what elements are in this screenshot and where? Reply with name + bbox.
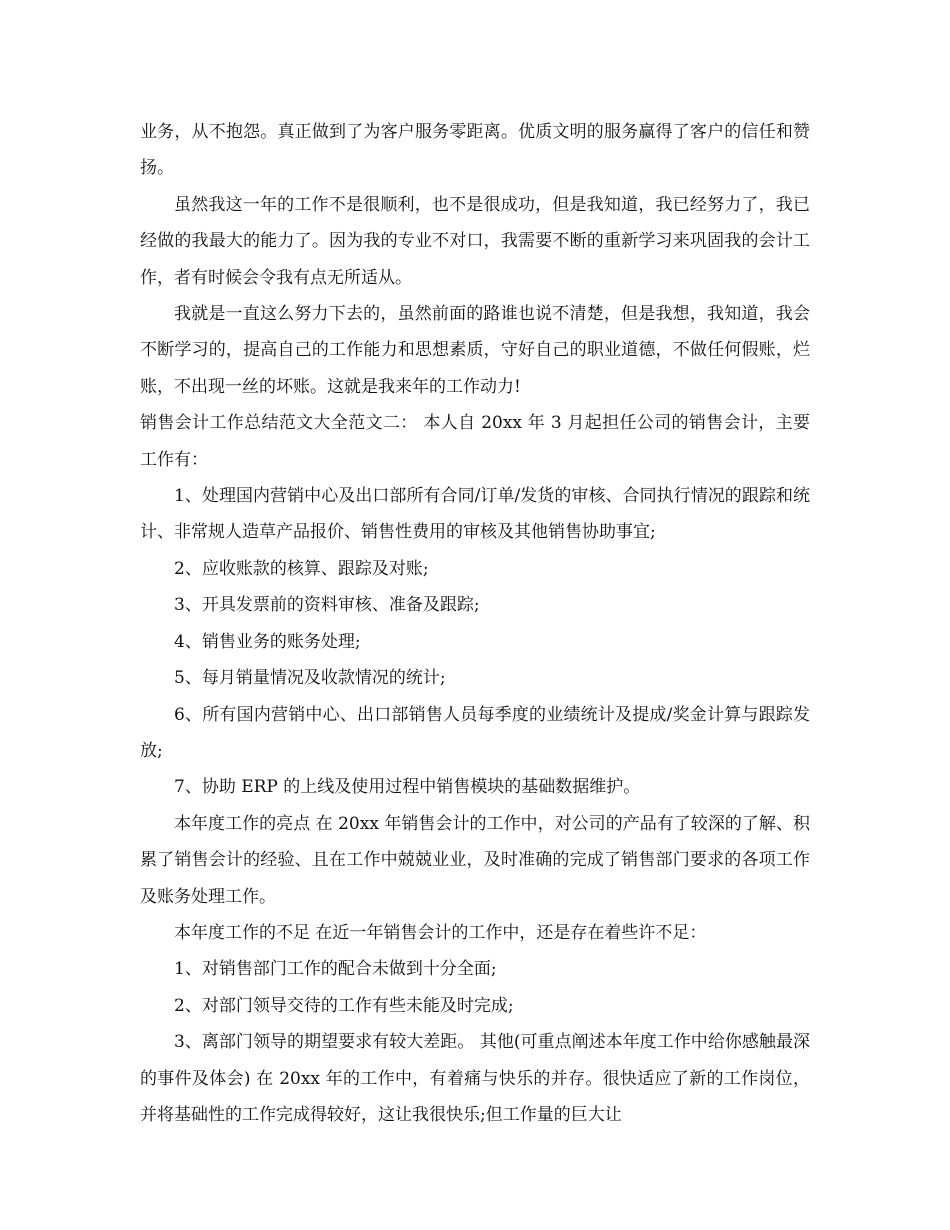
paragraph-year-reflection: 虽然我这一年的工作不是很顺利，也不是很成功，但是我知道，我已经努力了，我已经做的我最大的能力了。因为我的专业不对口，我需要不断的重新学习来巩固我的会计工作，者有时候会令我有点无所适从。 — [140, 194, 810, 288]
paragraph-future-effort: 我就是一直这么努力下去的，虽然前面的路谁也说不清楚，但是我想，我知道，我会不断学习的，提高自己的工作能力和思想素质，守好自己的职业道德，不做任何假账，烂账，不出现一丝的坏账。这就是我来年的工作动力! — [140, 304, 810, 397]
list-item-duty-7: 7、协助 ERP 的上线及使用过程中销售模块的基础数据维护。 — [174, 777, 641, 798]
list-item-duty-1: 1、处理国内营销中心及出口部所有合同/订单/发货的审核、合同执行情况的跟踪和统计、非常规人造草产品报价、销售性费用的审核及其他销售协助事宜; — [140, 486, 810, 543]
list-item-shortcoming-2: 2、对部门领导交待的工作有些未能及时完成; — [174, 995, 514, 1016]
list-item-duty-5: 5、每月销量情况及收款情况的统计; — [174, 668, 446, 689]
paragraph-continued-service: 业务，从不抱怨。真正做到了为客户服务零距离。优质文明的服务赢得了客户的信任和赞扬。 — [140, 122, 810, 179]
list-item-shortcoming-3-and-other: 3、离部门领导的期望要求有较大差距。 其他(可重点阐述本年度工作中给你感触最深的事件及体会) 在 20xx 年的工作中，有着痛与快乐的并存。很快适应了新的工作岗位，并将基础性的工作完成得较好，这让我很快乐;但工作量的巨大让 — [140, 1032, 810, 1125]
list-item-duty-6: 6、所有国内营销中心、出口部销售人员每季度的业绩统计及提成/奖金计算与跟踪发放; — [140, 704, 810, 761]
list-item-duty-2: 2、应收账款的核算、跟踪及对账; — [174, 558, 429, 579]
document-body — [140, 114, 810, 1133]
list-item-duty-3: 3、开具发票前的资料审核、准备及跟踪; — [174, 595, 480, 616]
list-item-shortcoming-1: 1、对销售部门工作的配合未做到十分全面; — [174, 959, 497, 980]
list-item-duty-4: 4、销售业务的账务处理; — [174, 631, 361, 652]
paragraph-shortcomings-intro: 本年度工作的不足 在近一年销售会计的工作中，还是存在着些许不足： — [174, 922, 707, 943]
paragraph-sample-two-intro: 销售会计工作总结范文大全范文二： 本人自 20xx 年 3 月起担任公司的销售会计，主要工作有： — [140, 413, 810, 470]
paragraph-highlights: 本年度工作的亮点 在 20xx 年销售会计的工作中，对公司的产品有了较深的了解、积累了销售会计的经验、且在工作中兢兢业业，及时准确的完成了销售部门要求的各项工作及账务处理工作。 — [140, 813, 810, 907]
